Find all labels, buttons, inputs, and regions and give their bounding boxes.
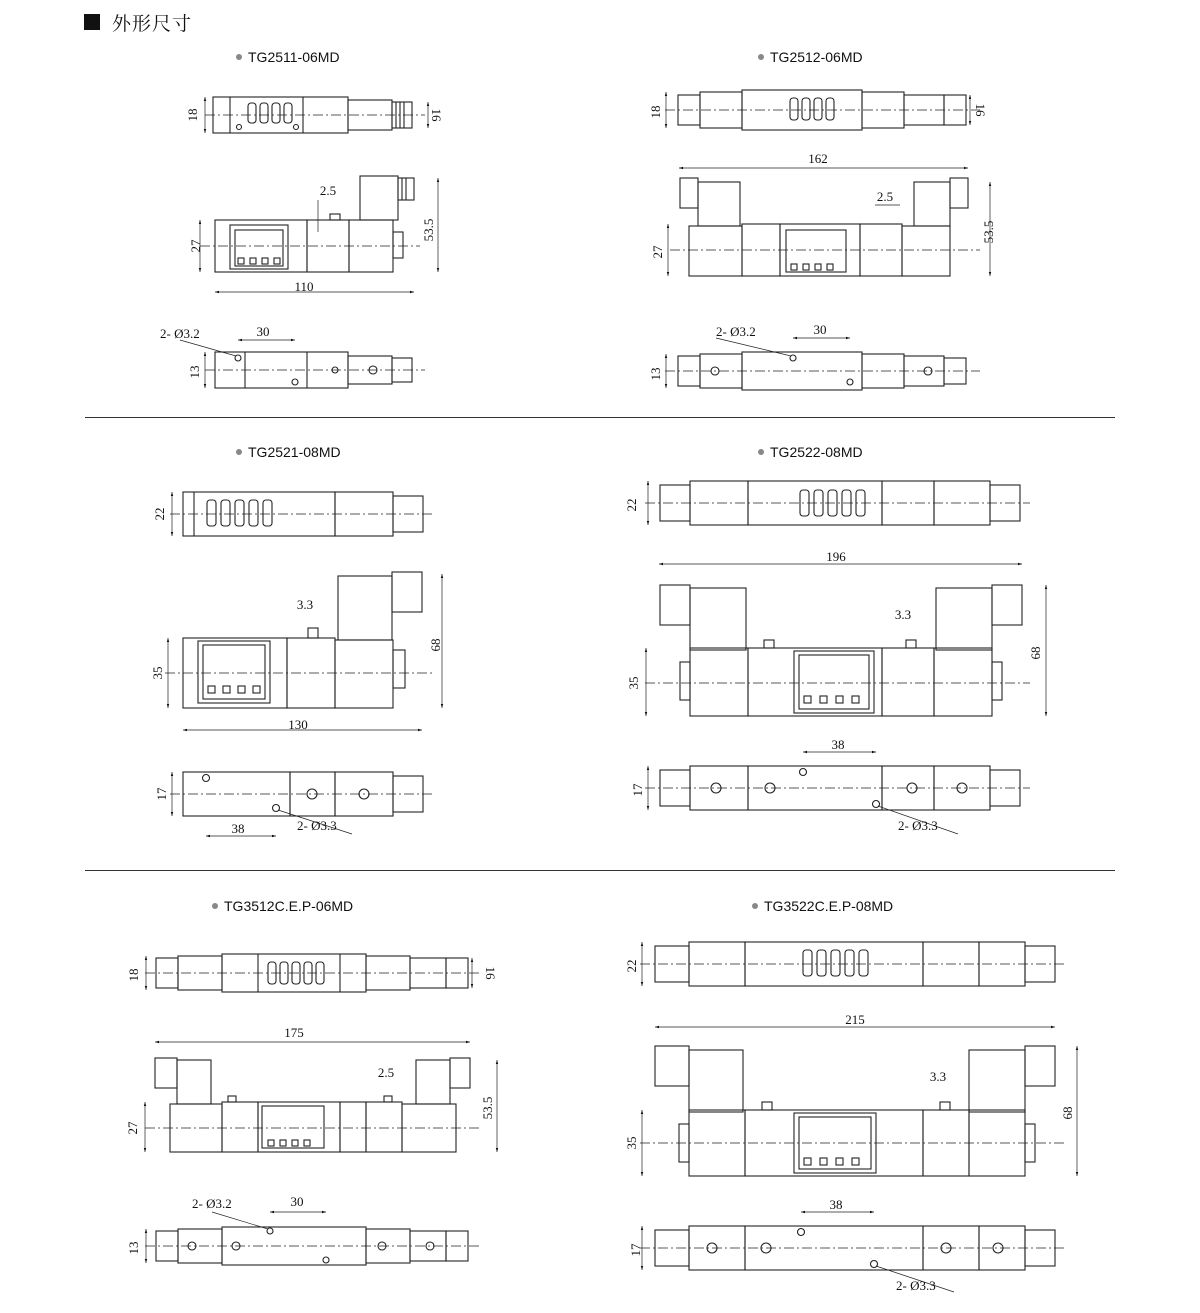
dim-offset: 2.5	[377, 1065, 395, 1080]
dim-hole: 2- Ø3.3	[297, 818, 337, 833]
dim-offset: 2.5	[876, 189, 894, 204]
dim-offset: 3.3	[894, 607, 912, 622]
drawing-tg2511	[180, 97, 438, 388]
dim-hole: 2- Ø3.3	[896, 1278, 936, 1293]
dim-total-height: 68	[1060, 1106, 1075, 1120]
dim-hole-pitch: 38	[231, 821, 245, 836]
drawing-tg2522	[645, 481, 1046, 834]
dim-length: 175	[284, 1025, 304, 1040]
model-title-tg2512: TG2512-06MD	[758, 49, 863, 65]
dim-bottom-height: 13	[648, 367, 663, 381]
dim-bottom-height: 17	[628, 1243, 643, 1257]
dim-hole-pitch: 30	[813, 322, 827, 337]
dim-top-right: 16	[429, 108, 444, 122]
dim-length: 215	[845, 1012, 865, 1027]
dim-bottom-height: 13	[126, 1241, 141, 1255]
model-title-tg2511: TG2511-06MD	[236, 49, 340, 65]
dim-length: 130	[288, 717, 308, 732]
dim-top-left: 22	[624, 498, 639, 512]
dim-bottom-height: 17	[154, 787, 169, 801]
model-title-tg2522: TG2522-08MD	[758, 444, 863, 460]
drawing-tg3522	[640, 942, 1077, 1292]
dim-offset: 2.5	[319, 183, 337, 198]
dim-length: 110	[294, 279, 314, 294]
dim-total-height: 53.5	[981, 220, 996, 244]
drawing-tg2512	[665, 90, 990, 390]
dim-front-height: 27	[188, 239, 203, 253]
dim-total-height: 53.5	[480, 1096, 495, 1120]
dim-top-left: 22	[152, 507, 167, 521]
dim-total-height: 68	[1028, 646, 1043, 660]
dim-bottom-height: 17	[630, 783, 645, 797]
dim-top-left: 18	[126, 968, 141, 982]
dim-top-left: 22	[624, 959, 639, 973]
dim-length: 196	[826, 549, 846, 564]
dim-hole: 2- Ø3.2	[160, 326, 200, 341]
model-title-tg2521: TG2521-08MD	[236, 444, 341, 460]
drawing-tg3512	[145, 954, 497, 1265]
dim-bottom-height: 13	[187, 365, 202, 379]
dim-offset: 3.3	[296, 597, 314, 612]
dim-hole-pitch: 30	[290, 1194, 304, 1209]
dim-hole-pitch: 38	[829, 1197, 843, 1212]
dim-hole: 2- Ø3.2	[716, 324, 756, 339]
dim-front-height: 35	[626, 676, 641, 690]
model-title-tg3522: TG3522C.E.P-08MD	[752, 898, 893, 914]
section-title: 外形尺寸	[112, 13, 193, 35]
dim-length: 162	[808, 151, 828, 166]
dim-hole: 2- Ø3.2	[192, 1196, 232, 1211]
dim-top-left: 18	[185, 108, 200, 122]
dim-front-height: 35	[624, 1136, 639, 1150]
dim-offset: 3.3	[929, 1069, 947, 1084]
dim-top-right: 16	[483, 966, 498, 980]
model-title-tg3512: TG3512C.E.P-06MD	[212, 898, 353, 914]
dim-hole-pitch: 38	[831, 737, 845, 752]
dim-front-height: 35	[150, 666, 165, 680]
dim-hole-pitch: 30	[256, 324, 270, 339]
dim-front-height: 27	[125, 1121, 140, 1135]
dim-front-height: 27	[650, 245, 665, 259]
dim-top-left: 18	[648, 105, 663, 119]
dim-total-height: 53.5	[421, 218, 436, 242]
dim-top-right: 16	[973, 103, 988, 117]
dim-hole: 2- Ø3.3	[898, 818, 938, 833]
drawing-tg2521	[165, 492, 442, 836]
dim-total-height: 68	[428, 638, 443, 652]
